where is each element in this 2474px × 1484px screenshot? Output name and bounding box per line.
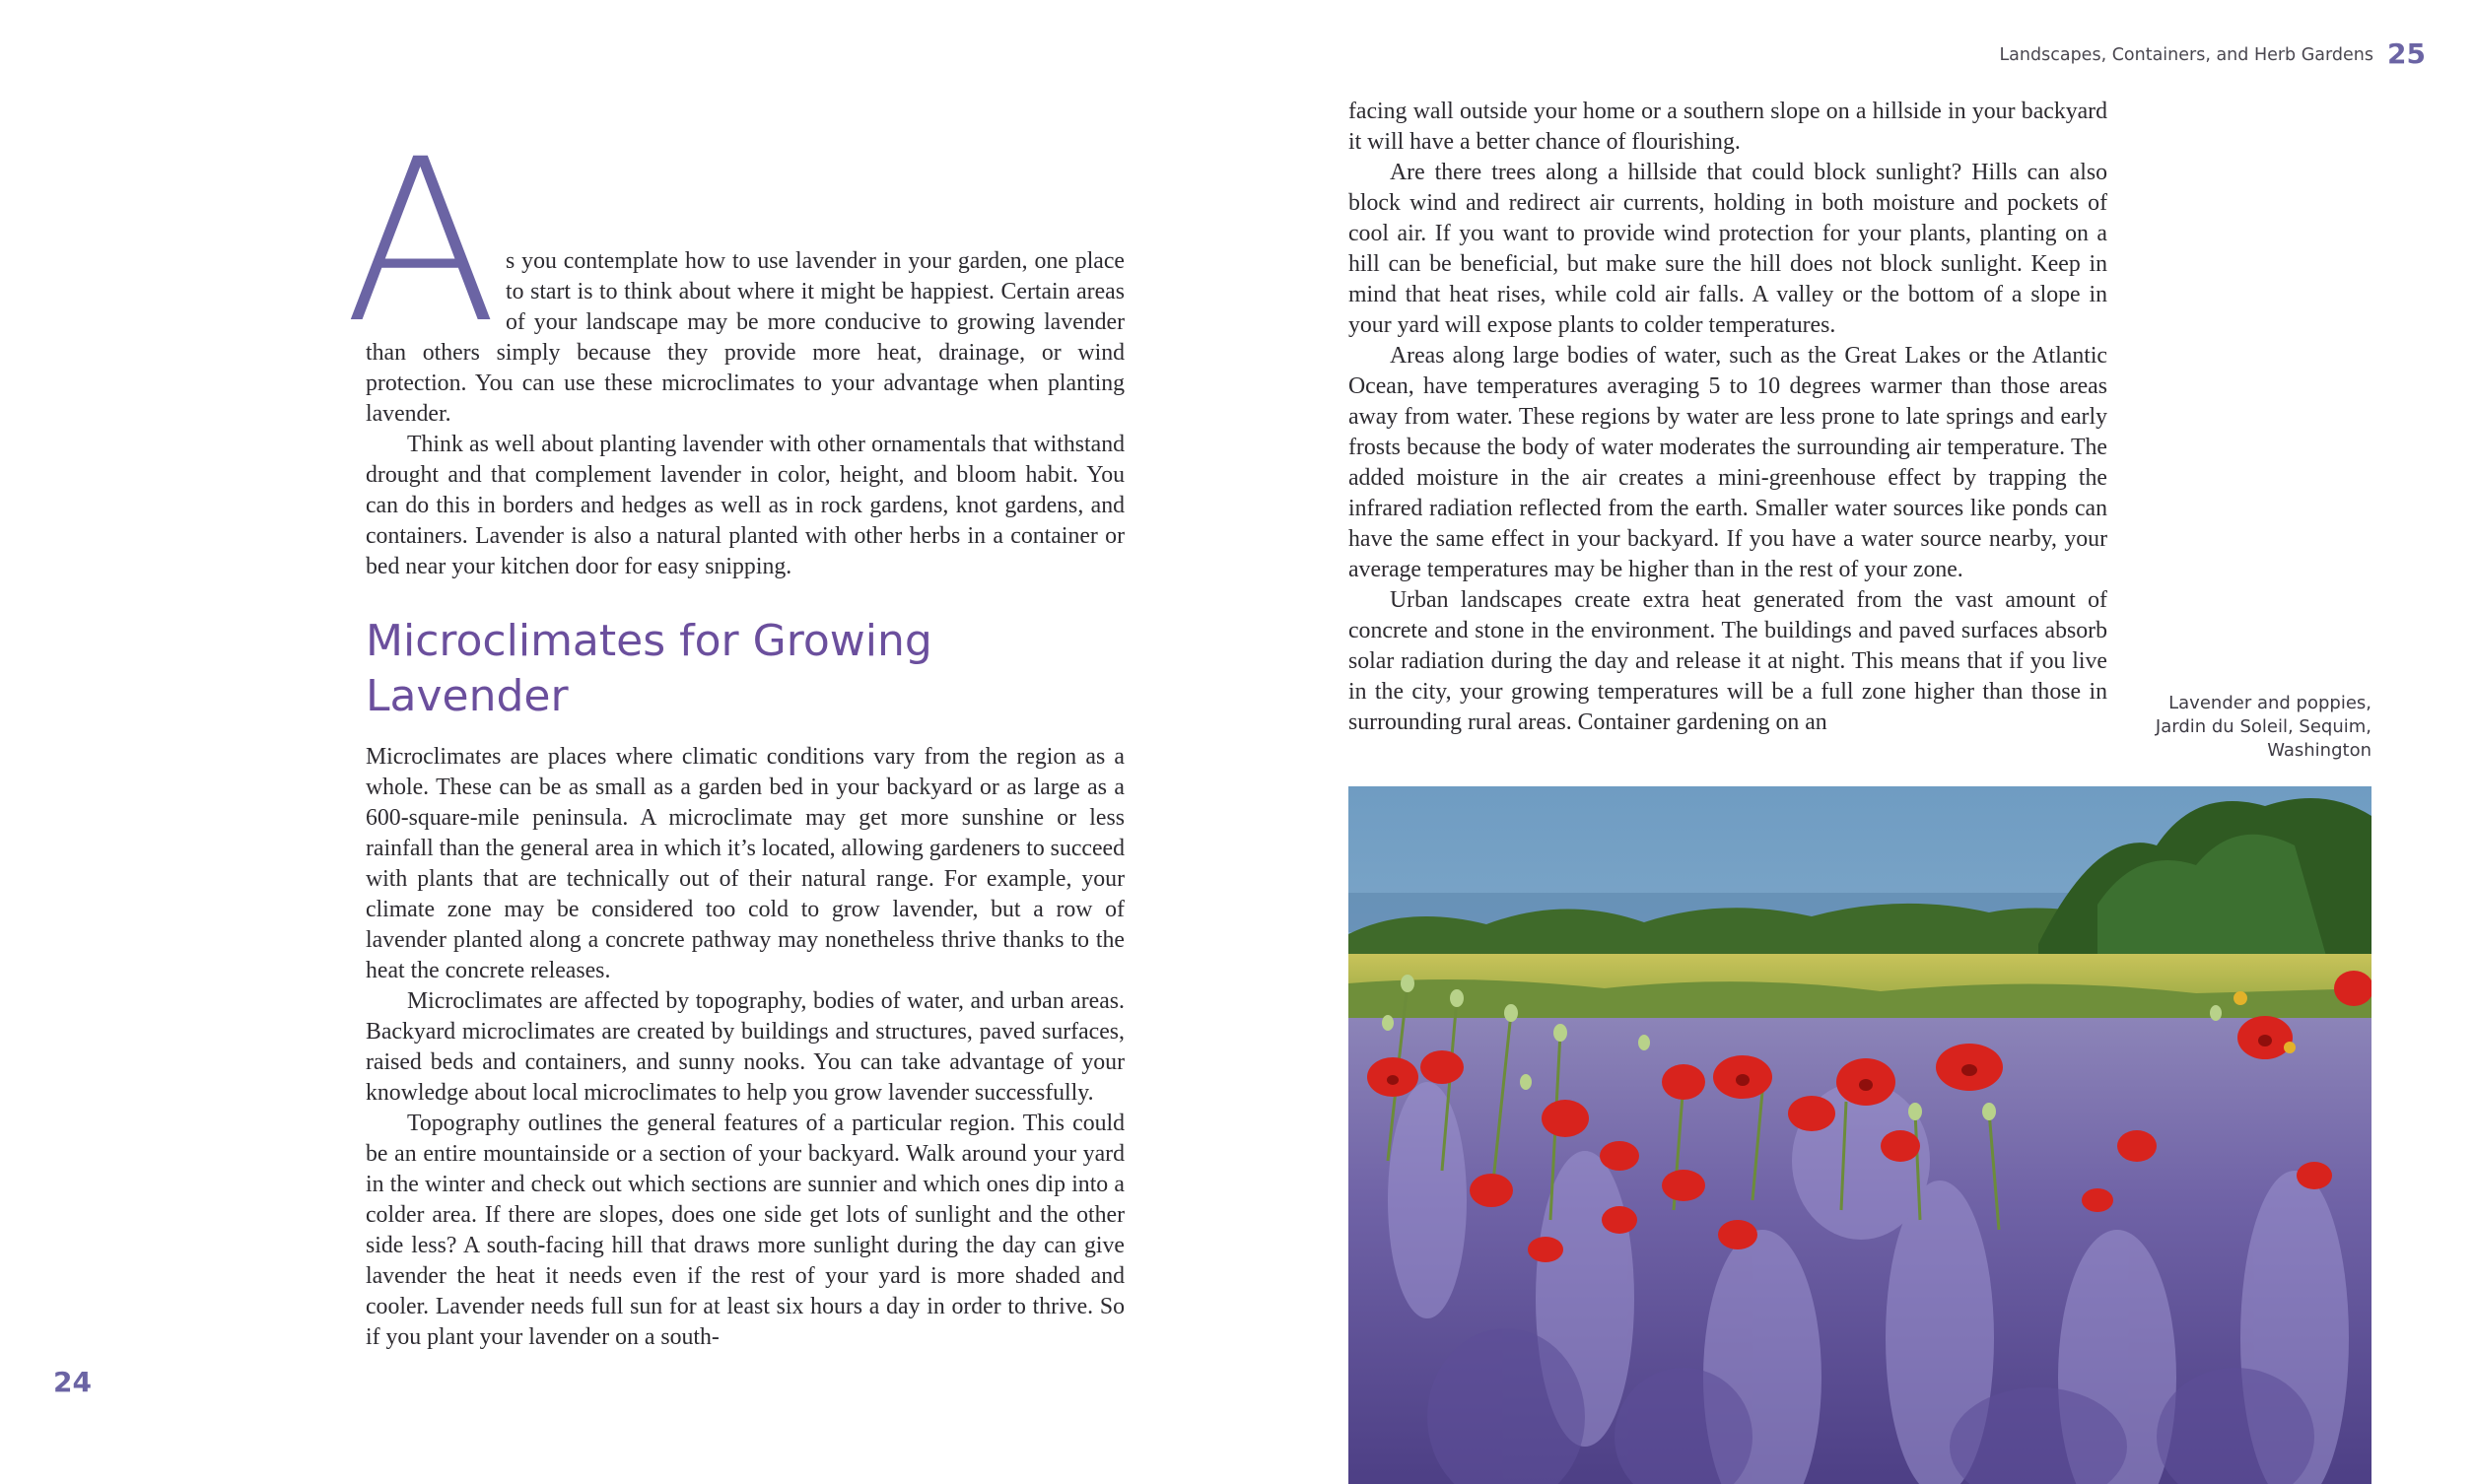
- caption-line: Lavender and poppies,: [2168, 693, 2371, 713]
- page-number-right: 25: [2387, 37, 2426, 70]
- intro-paragraph-text: s you contemplate how to use lavender in your garden, one place to start is to think about where it might be happiest. Certain areas of your landscape may be more conducive to growing lavender than others simply because they provide more heat, drainage, or wind protection. You can use these microclimates to your advantage when planting lavender.: [366, 248, 1125, 427]
- page-number-left: 24: [53, 1366, 92, 1398]
- drop-cap: A: [344, 110, 494, 372]
- lavender-poppies-photo: [1348, 786, 2371, 1484]
- photo-caption: [2129, 692, 2371, 763]
- intro-paragraph: [344, 110, 1125, 430]
- body-paragraph: Urban landscapes create extra heat generated from the vast amount of concrete and stone in the environment. The buildings and paved surfaces absorb solar radiation during the day and release it at night. This means that if you live in the city, your growing temperatures will be a full zone higher than those in surrounding rural areas. Container gardening on an: [1348, 587, 2107, 735]
- body-paragraph: Are there trees along a hillside that could block sunlight? Hills can also block wind and redirect air currents, holding in both moisture and pockets of cool air. If you want to provide wind protection for your plants, planting on a hill can be beneficial, but make sure the hill does not block sunlight. Keep in mind that heat rises, while cold air falls. A valley or the bottom of a slope in your yard will expose plants to colder temperatures.: [1348, 160, 2107, 338]
- section-heading: Microclimates for Growing Lavender: [366, 616, 932, 721]
- body-paragraph: Microclimates are affected by topography, bodies of water, and urban areas. Backyard microclimates are created by buildings and structures, paved surfaces, raised beds and containers, and sunny nooks. You can take advantage of your knowledge about local microclimates to help you grow lavender successfully.: [366, 988, 1125, 1106]
- left-text-column: [344, 110, 1125, 1353]
- body-paragraph: Think as well about planting lavender with other ornamentals that withstand drought and that complement lavender in color, height, and bloom habit. You can do this in borders and hedges as well as in rock gardens, knot gardens, and containers. Lavender is also a natural planted with other herbs in a container or bed near your kitchen door for easy snipping.: [366, 432, 1125, 579]
- caption-line: Washington: [2267, 740, 2371, 761]
- caption-line: Jardin du Soleil, Sequim,: [2155, 716, 2371, 737]
- body-paragraph: Microclimates are places where climatic conditions vary from the region as a whole. These can be as small as a garden bed in your backyard or as large as a 600-square-mile peninsula. A microclimate may get more sunshine or less rainfall than the general area in which it’s located, allowing gardeners to succeed with plants that are technically out of their natural range. For example, your climate zone may be considered too cold to grow lavender, but a row of lavender planted along a concrete pathway may nonetheless thrive thanks to the heat the concrete releases.: [366, 744, 1125, 983]
- body-paragraph: Topography outlines the general features of a particular region. This could be an entire mountainside or a section of your backyard. Walk around your yard in the winter and check out which sections are sunnier and which ones dip into a colder area. If there are slopes, does one side get lots of sunlight and the other side less? A south-facing hill that draws more sunlight during the day can give lavender the heat it needs even if the rest of your yard is more shaded and cooler. Lavender needs full sun for at least six hours a day in order to thrive. So if you plant your lavender on a south-: [366, 1111, 1125, 1350]
- right-text-column: [1348, 97, 2107, 738]
- body-paragraph: facing wall outside your home or a southern slope on a hillside in your backyard it will have a better chance of flourishing.: [1348, 99, 2107, 155]
- running-head: Landscapes, Containers, and Herb Gardens: [1999, 45, 2373, 65]
- body-paragraph: Areas along large bodies of water, such as the Great Lakes or the Atlantic Ocean, have temperatures averaging 5 to 10 degrees warmer than those areas away from water. These regions by water are less prone to late springs and early frosts because the body of water moderates the surrounding air temperature. The added moisture in the air creates a mini-greenhouse effect by trapping the infrared radiation reflected from the earth. Smaller water sources like ponds can have the same effect in your backyard. If you have a water source nearby, your average temperatures may be higher than in the rest of your zone.: [1348, 343, 2107, 582]
